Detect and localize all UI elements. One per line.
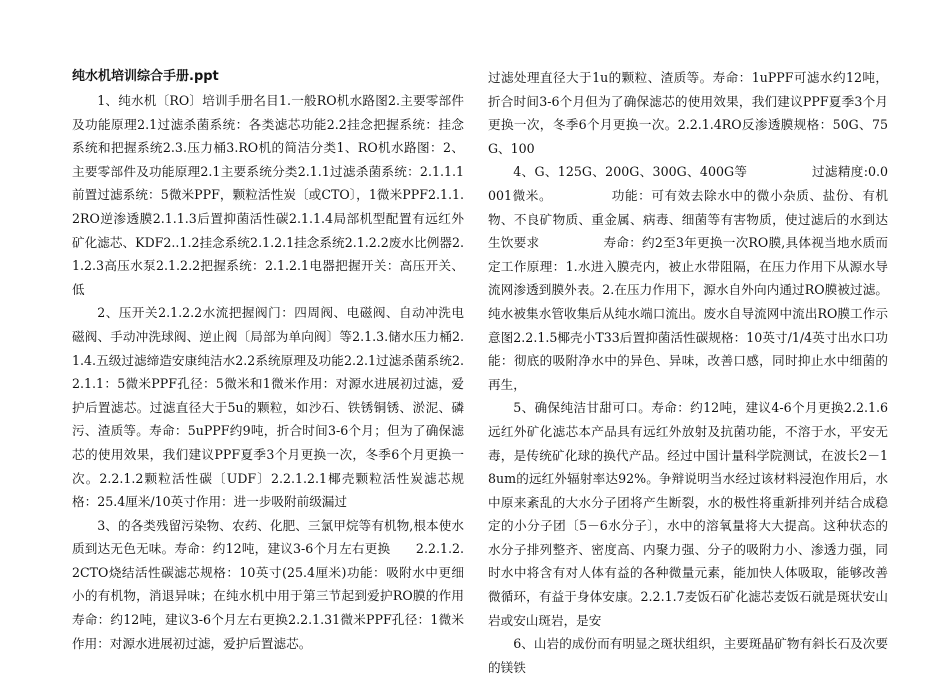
- paragraph-3-continued: 过滤处理直径大于1u的颗粒、渣质等。寿命：1uPPF可滤水约12吨，折合时间3-6个月但为了确保滤芯的使用效果，我们建议PPF夏季3个月更换一次，冬季6个月更换一次。2.2.1.4RO反渗透膜规格：50G、75G、100: [488, 70, 888, 156]
- paragraph-5: 5、确保纯洁甘甜可口。寿命：约12吨，建议4-6个月更换2.2.1.6远红外矿化滤芯本产品具有远红外放射及抗菌功能，不溶于水，平安无毒，是传统矿化球的换代产品。经过中国计量科学院测试，在波长2－18um的远红外辐射率达92%。争辩说明当水经过该材料浸泡作用后，水中原来紊乱的大水分子团将产生断裂，水的极性将重新排列并结合成稳定的小分子团〔5－6水分子〕，水中的溶氧量将大大提高。这种状态的水分子排列整齐、密度高、内聚力强、分子的吸附力小、渗透力强，同时水中将含有对人体有益的各种微量元素，能加快人体吸取，能够改善微循环，有益于身体安康。2.2.1.7麦饭石矿化滤芯麦饭石就是斑状安山岩或安山斑岩，是安: [488, 400, 888, 628]
- left-column: [72, 68, 464, 655]
- paragraph-3: 3、的各类残留污染物、农药、化肥、三氯甲烷等有机物,根本使水质到达无色无味。寿命：约12吨，建议3-6个月左右更换 2.2.1.2.2CTO烧结活性碳滤芯规格：10英寸(25.4厘米)功能：吸附水中更细小的有机物，消退异味；在纯水机中用于第三节起到爱护RO膜的作用寿命：约12吨，建议3-6个月左右更换2.2.1.31微米PPF孔径：1微米作用：对源水进展初过滤，爱护后置滤芯。: [72, 517, 464, 651]
- paragraph-2: 2、压开关2.1.2.2水流把握阀门：四周阀、电磁阀、自动冲洗电磁阀、手动冲洗球阀、逆止阀〔局部为单向阀〕等2.1.3.储水压力桶2.1.4.五级过滤缔造安康纯洁水2.2系统原理及功能2.2.1过滤杀菌系统2.2.1.1：5微米PPF孔径：5微米和1微米作用：对源水进展初过滤，爱护后置滤芯。过滤直径大于5u的颗粒，如沙石、铁锈铜锈、淤泥、磷污、渣质等。寿命：5uPPF约9吨，折合时间3-6个月；但为了确保滤芯的使用效果，我们建议PPF夏季3个月更换一次，冬季6个月更换一次。2.2.1.2颗粒活性碳〔UDF〕2.2.1.2.1椰壳颗粒活性炭滤芯规格：25.4厘米/10英寸作用：进一步吸附前级漏过: [72, 305, 464, 510]
- right-column: [488, 66, 888, 679]
- paragraph-1: 1、纯水机〔RO〕培训手册名目1.一般RO机水路图2.主要零部件及功能原理2.1过滤杀菌系统：各类滤芯功能2.2挂念把握系统：挂念系统和把握系统2.3.压力桶3.RO机的简洁分类1、RO机水路图：2、主要零部件及功能原理2.1主要系统分类2.1.1过滤杀菌系统：2.1.1.1前置过滤系统：5微米PPF，颗粒活性炭〔或CTO〕，1微米PPF2.1.1.2RO逆渗透膜2.1.1.3后置抑菌活性碳2.1.1.4局部机型配置有远红外矿化滤芯、KDF2..1.2挂念系统2.1.2.1挂念系统2.1.2.2废水比例器2.1.2.3高压水泵2.1.2.2把握系统：2.1.2.1电器把握开关：高压开关、低: [72, 93, 464, 297]
- document-title: 纯水机培训综合手册.ppt: [72, 69, 219, 84]
- paragraph-6: 6、山岩的成份而有明显之斑状组织，主要斑晶矿物有斜长石及次要的镁铁: [488, 636, 888, 675]
- paragraph-4: 4、G、125G、200G、300G、400G等 过滤精度:0.0001微米。 功能：可有效去除水中的微小杂质、盐份、有机物、不良矿物质、重金属、病毒、细菌等有害物质，使过滤后的水到达生饮要求 寿命：约2至3年更换一次RO膜,具体视当地水质而定工作原理：1.水进入膜壳内，被止水带阻隔，在压力作用下从源水导流网渗透到膜外表。2.在压力作用下，源水自外向内通过RO膜被过滤。纯水被集水管收集后从纯水端口流出。废水自导流网中流出RO膜工作示意图2.2.1.5椰壳小T33后置抑菌活性碳规格：10英寸/1/4英寸出水口功能：彻底的吸附净水中的异色、异味，改善口感，同时抑止水中细菌的再生，: [488, 164, 888, 392]
